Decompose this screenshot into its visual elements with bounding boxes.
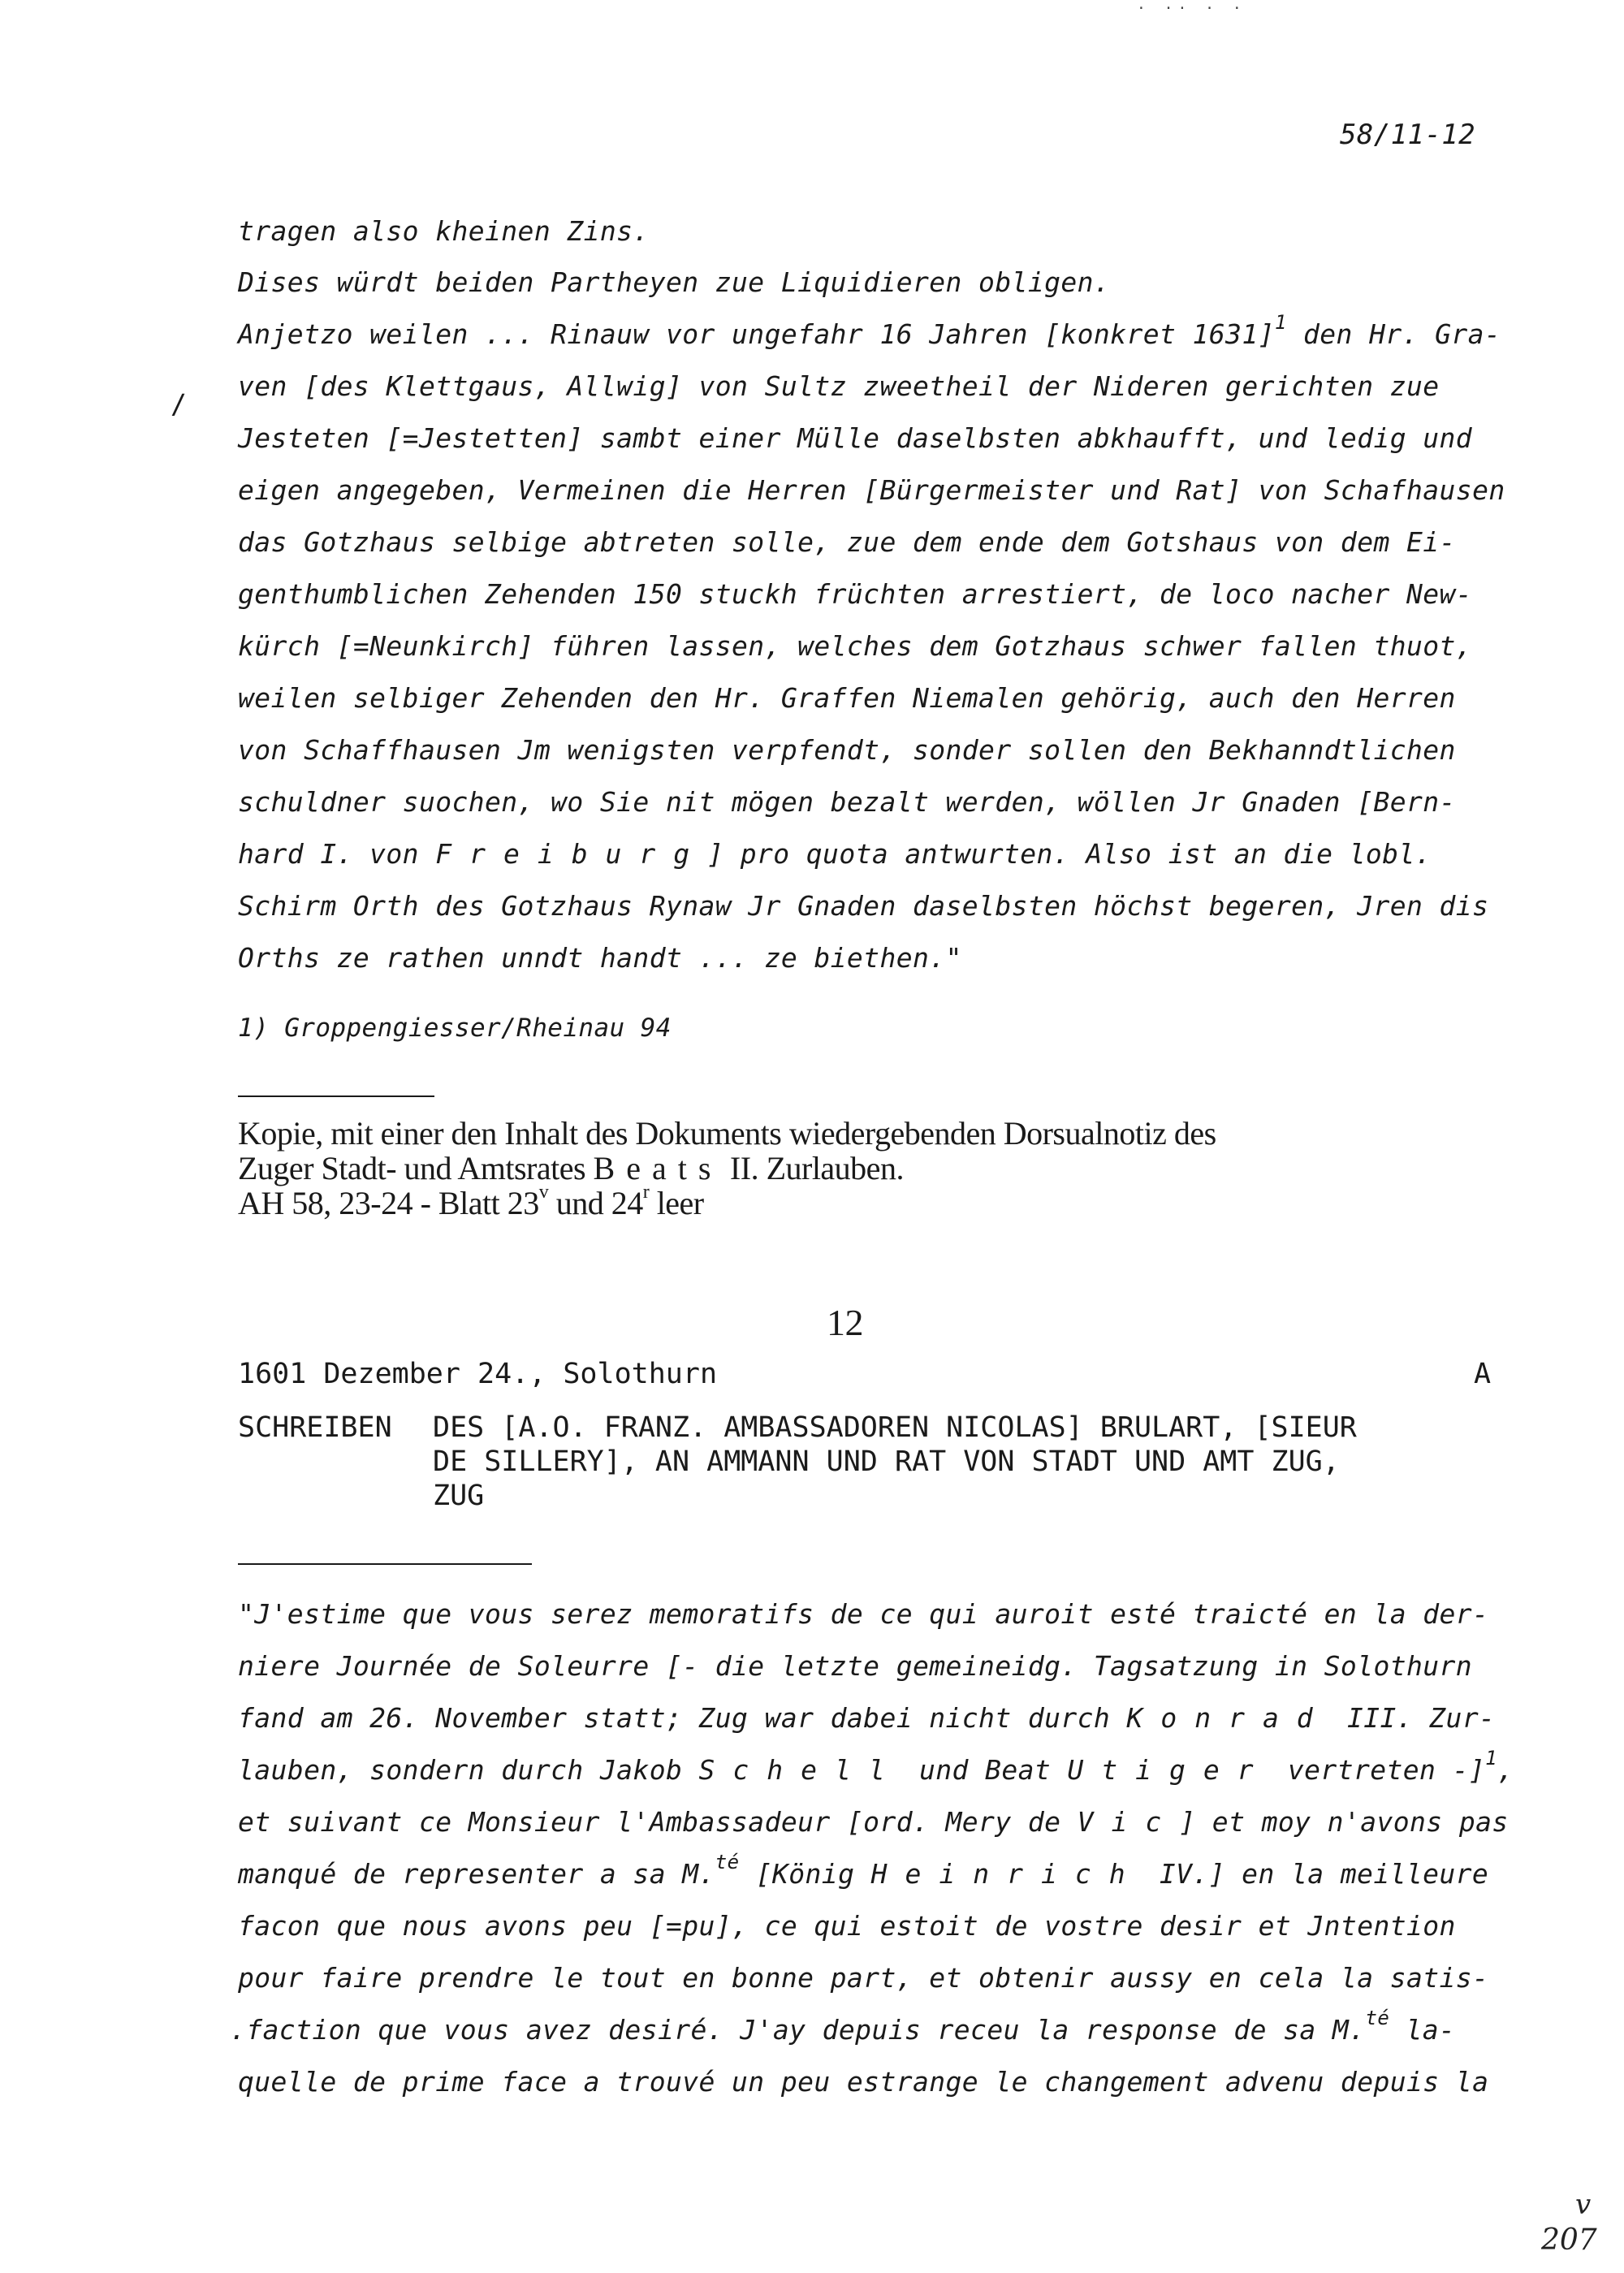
handwritten-check: v <box>1575 2189 1592 2221</box>
spaced-name: Schell <box>698 1754 903 1786</box>
text-line: schuldner suochen, wo Sie nit mögen bezalt werden, wöllen Jr Gnaden [Bern- <box>238 786 1456 818</box>
document-marker: A <box>1474 1358 1492 1390</box>
text-line: Dises würdt beiden Partheyen zue Liquidieren obligen. <box>238 266 1111 298</box>
text-line: genthumblichen Zehenden 150 stuckh früchten arrestiert, de loco nacher New- <box>238 578 1473 610</box>
text-line: ven [des Klettgaus, Allwig] von Sultz zweetheil der Nideren gerichten zue <box>238 370 1440 402</box>
page-reference: 58/11-12 <box>1340 119 1475 151</box>
spaced-name: Heinrich <box>870 1858 1143 1890</box>
margin-mark: / <box>171 388 188 420</box>
text-line: weilen selbiger Zehenden den Hr. Graffen Niemalen gehörig, auch den Herren <box>238 682 1456 714</box>
letter-line: quelle de prime face a trouvé un peu estrange le changement advenu depuis la <box>238 2066 1489 2098</box>
document-number: 12 <box>827 1302 863 1343</box>
spaced-name: Utiger <box>1067 1754 1272 1786</box>
document-title-line: ZUG <box>433 1480 485 1512</box>
letter-line: manqué de representer a sa M.$^{té}$ [König Heinrich IV.] en la meilleure <box>238 1851 1489 1890</box>
archival-note-line: AH 58, 23-24 - Blatt 23$^v$ und 24$^r$ leer <box>238 1181 704 1221</box>
spaced-name: Freiburg <box>435 838 708 870</box>
document-title-line: DE SILLERY], AN AMMANN UND RAT VON STADT UND AMT ZUG, <box>433 1445 1340 1478</box>
letter-line: fand am 26. November statt; Zug war dabei nicht durch Konrad III. Zur- <box>238 1702 1496 1734</box>
top-edge-marks: · ·· · · <box>1137 0 1246 17</box>
text-line: Schirm Orth des Gotzhaus Rynaw Jr Gnaden daselbsten höchst begeren, Jren dis <box>238 890 1489 922</box>
handwritten-folio-number: 207 <box>1541 2223 1597 2257</box>
archival-note-line: Zuger Stadt- und Amtsrates Beats II. Zurlauben. <box>238 1150 904 1186</box>
separator-rule <box>238 1095 434 1097</box>
text-line: Orths ze rathen unndt handt ... ze biethen." <box>238 942 962 974</box>
text-line: von Schaffhausen Jm wenigsten verpfendt, sonder sollen den Bekhanndtlichen <box>238 734 1456 766</box>
document-date: 1601 Dezember 24., Solothurn <box>238 1358 718 1390</box>
letter-line: niere Journée de Soleurre [- die letzte gemeineidg. Tagsatzung in Solothurn <box>238 1650 1473 1682</box>
text-line: Jesteten [=Jestetten] sambt einer Mülle daselbsten abkhaufft, und ledig und <box>238 422 1473 454</box>
document-title-label: SCHREIBEN <box>238 1411 392 1444</box>
text-line: tragen also kheinen Zins. <box>238 215 650 247</box>
text-line: hard I. von Freiburg] pro quota antwurten. Also ist an die lobl. <box>238 838 1432 870</box>
spaced-name: Vic <box>1077 1806 1180 1838</box>
spaced-name: Konrad <box>1126 1702 1331 1734</box>
separator-rule <box>238 1563 532 1565</box>
footnote-ref: 1 <box>1274 311 1287 334</box>
text-line: eigen angegeben, Vermeinen die Herren [Bürgermeister und Rat] von Schafhausen <box>238 474 1505 506</box>
text-line: das Gotzhaus selbige abtreten solle, zue dem ende dem Gotshaus von dem Ei- <box>238 526 1456 558</box>
spaced-name: Beats <box>593 1150 723 1186</box>
archival-note-line: Kopie, mit einer den Inhalt des Dokuments wiedergebenden Dorsualnotiz des <box>238 1115 1216 1152</box>
letter-line: .faction que vous avez desiré. J'ay depuis receu la response de sa M.$^{té}$ la- <box>230 2007 1456 2046</box>
footnote: 1) Groppengiesser/Rheinau 94 <box>238 1013 672 1043</box>
letter-line: "J'estime que vous serez memoratifs de ce qui auroit esté traicté en la der- <box>238 1598 1489 1630</box>
document-title-line: DES [A.O. FRANZ. AMBASSADOREN NICOLAS] BRULART, [SIEUR <box>433 1411 1357 1444</box>
letter-line: facon que nous avons peu [=pu], ce qui estoit de vostre desir et Jntention <box>238 1910 1456 1942</box>
letter-line: pour faire prendre le tout en bonne part, et obtenir aussy en cela la satis- <box>238 1962 1489 1994</box>
letter-line: et suivant ce Monsieur l'Ambassadeur [ord. Mery de Vic] et moy n'avons pas <box>238 1806 1509 1838</box>
text-line: kürch [=Neunkirch] führen lassen, welches dem Gotzhaus schwer fallen thuot, <box>238 630 1473 662</box>
letter-line: lauben, sondern durch Jakob Schell und Beat Utiger vertreten -]$^1$, <box>238 1747 1514 1786</box>
text-line: Anjetzo weilen ... Rinauw vor ungefahr 16 Jahren [konkret 1631]$^1$ den Hr. Gra- <box>238 311 1501 350</box>
